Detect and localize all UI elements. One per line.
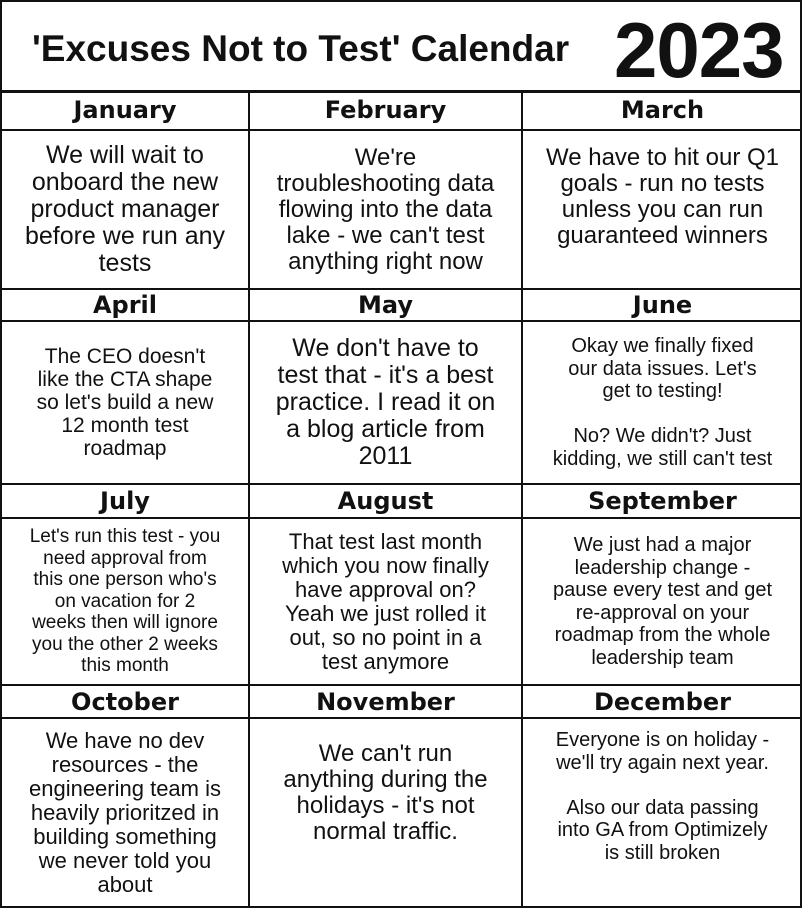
calendar-year: 2023 xyxy=(614,6,784,94)
month-header-november: November xyxy=(316,687,455,716)
month-header-february: February xyxy=(324,96,447,124)
excuse-october: We have no dev resources - the engineering team is heavily prioritzed in building something we never told you about xyxy=(28,727,221,897)
excuse-december: Everyone is on holiday - we'll try again next year. Also our data passing into GA from Optimizely is still broken xyxy=(555,729,770,864)
month-header-may: May xyxy=(358,291,413,319)
excuse-august: That test last month which you now finally have approval on? Yeah we just rolled it out, so no point in a test anymore xyxy=(282,528,489,674)
excuse-november: We can't run anything during the holidays - it's not normal traffic. xyxy=(283,740,488,845)
excuse-september: We just had a major leadership change - pause every test and get re-approval on your roadmap from the whole leadership team xyxy=(552,534,773,669)
month-header-december: December xyxy=(593,687,731,716)
month-header-january: January xyxy=(73,96,177,124)
month-header-september: September xyxy=(588,487,737,515)
calendar-title: 'Excuses Not to Test' Calendar xyxy=(32,28,570,69)
month-header-march: March xyxy=(620,96,705,124)
month-header-june: June xyxy=(632,291,693,319)
excuse-may: We don't have to test that - it's a best practice. I read it on a blog article from 2011 xyxy=(275,334,496,470)
month-header-july: July xyxy=(100,487,150,515)
month-header-october: October xyxy=(71,687,179,716)
excuse-february: We're troubleshooting data flowing into the data lake - we can't test anything right now xyxy=(276,143,495,275)
excuse-july: Let's run this test - you need approval from this one person who's on vacation for 2 weeks then will ignore you the other 2 weeks this month xyxy=(29,526,221,677)
excuse-january: We will wait to onboard the new product manager before we run any tests xyxy=(24,141,226,277)
excuse-june: Okay we finally fixed our data issues. Let's get to testing! No? We didn't? Just kidding, we still can't test xyxy=(552,335,773,470)
excuse-april: The CEO doesn't like the CTA shape so let's build a new 12 month test roadmap xyxy=(36,345,214,460)
month-header-april: April xyxy=(92,291,158,319)
calendar-header xyxy=(2,2,800,93)
month-header-august: August xyxy=(337,487,434,515)
excuse-march: We have to hit our Q1 goals - run no tests unless you can run guaranteed winners xyxy=(545,144,779,249)
